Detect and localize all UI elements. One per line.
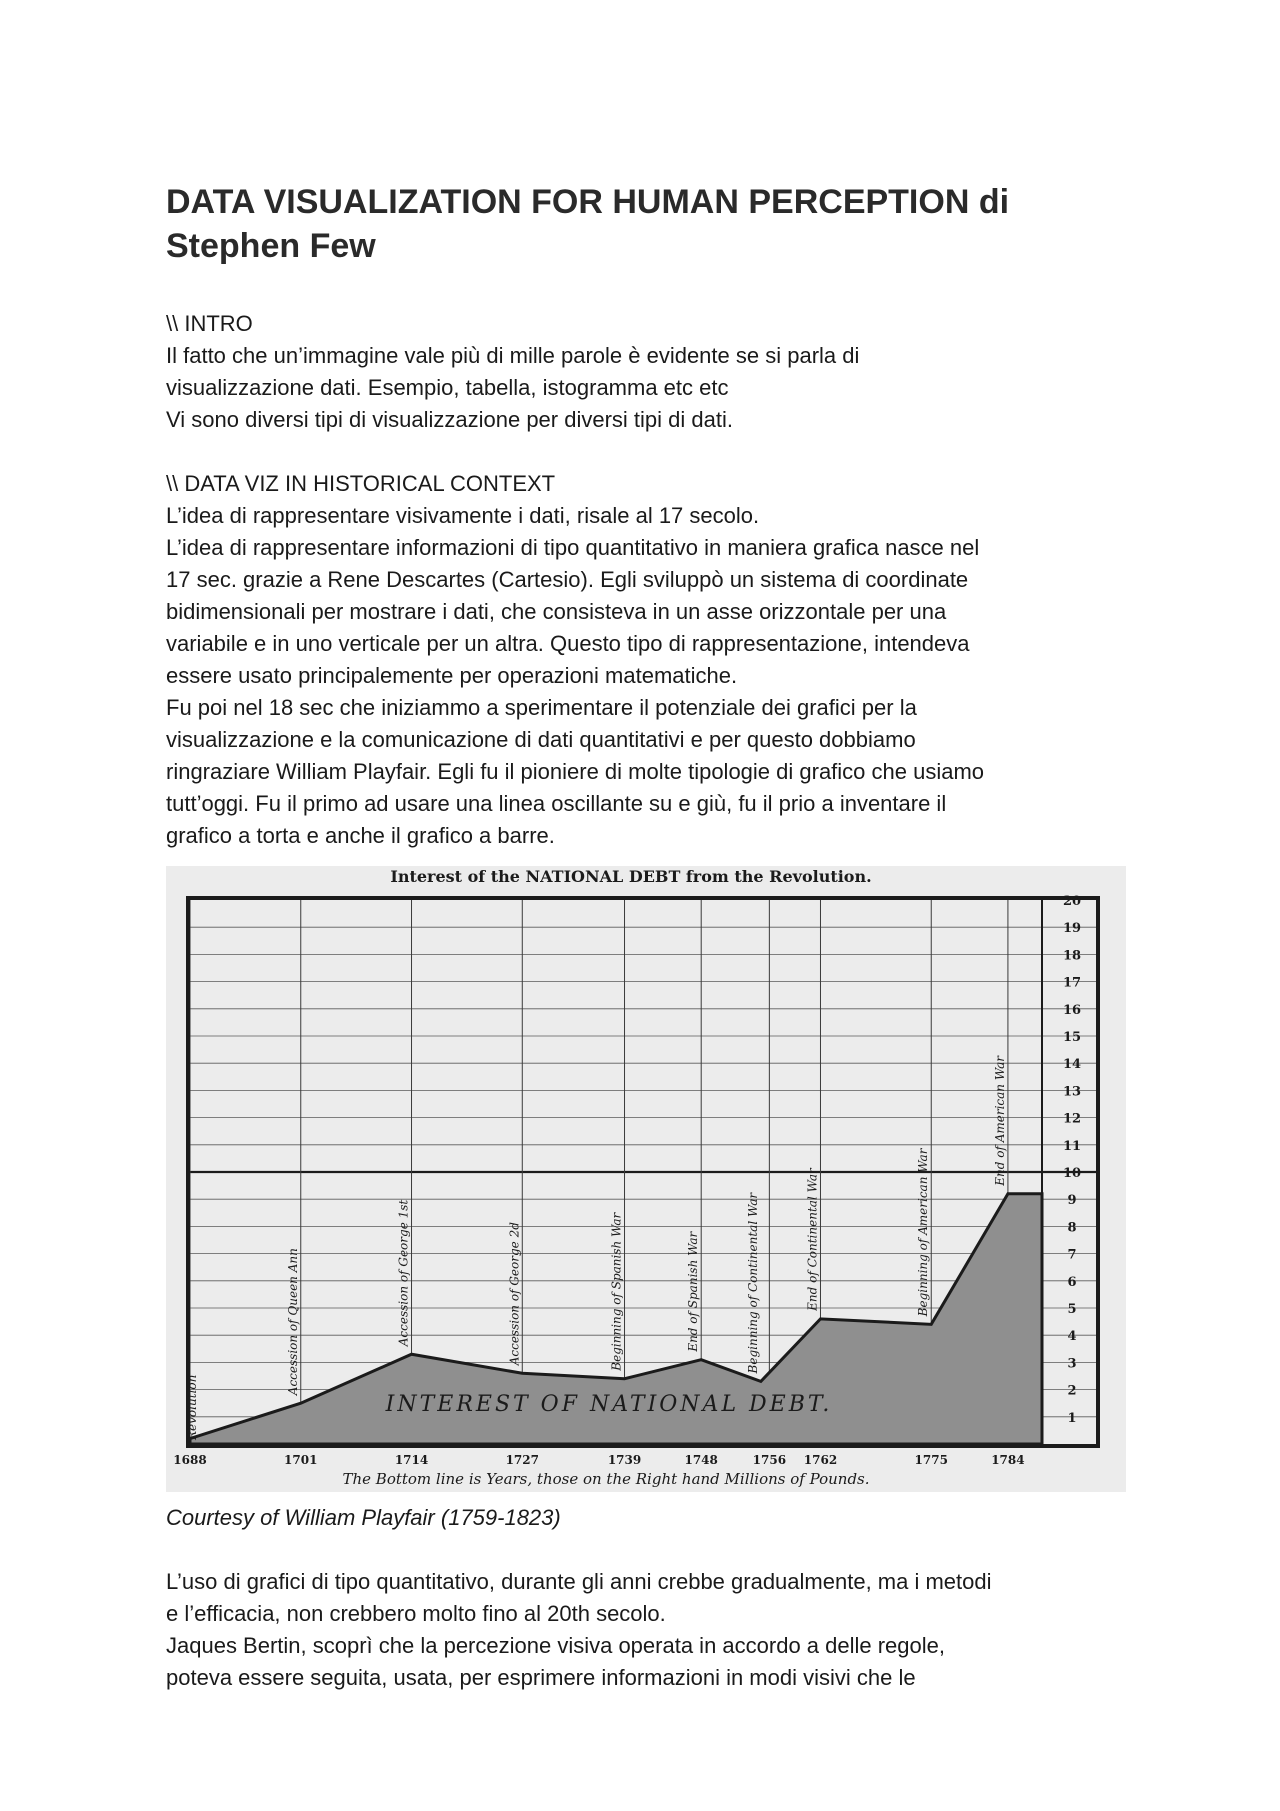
after-line: L’uso di grafici di tipo quantitativo, durante gli anni crebbe gradualmente, ma i metodi xyxy=(166,1569,992,1594)
y-tick-label: 20 xyxy=(1062,894,1082,909)
event-annotation: Beginning of Continental War xyxy=(745,1192,760,1374)
history-line: bidimensionali per mostrare i dati, che consisteva in un asse orizzontale per una xyxy=(166,599,947,624)
x-tick-label: 1714 xyxy=(394,1453,429,1467)
x-tick-label: 1748 xyxy=(684,1453,718,1467)
y-tick-label: 18 xyxy=(1062,948,1082,964)
history-line: grafico a torta e anche il grafico a barre. xyxy=(166,823,555,848)
intro-heading: \\ INTRO xyxy=(166,311,253,336)
y-tick-label: 11 xyxy=(1062,1138,1082,1154)
x-tick-label: 1701 xyxy=(284,1453,318,1467)
after-paragraph xyxy=(166,1566,1126,1694)
x-tick-label: 1756 xyxy=(752,1453,787,1467)
y-tick-label: 4 xyxy=(1067,1329,1077,1345)
document-content xyxy=(166,180,1126,1694)
y-tick-label: 7 xyxy=(1067,1247,1077,1263)
history-line: variabile e in uno verticale per un altra. Questo tipo di rappresentazione, intendeva xyxy=(166,631,970,656)
y-tick-label: 16 xyxy=(1062,1002,1082,1018)
y-tick-label: 19 xyxy=(1062,921,1082,937)
y-tick-label: 8 xyxy=(1067,1220,1077,1236)
x-tick-label: 1762 xyxy=(803,1453,838,1467)
document-title: DATA VISUALIZATION FOR HUMAN PERCEPTION di Stephen Few xyxy=(166,183,1010,265)
after-line: e l’efficacia, non crebbero molto fino al 20th secolo. xyxy=(166,1601,666,1626)
y-tick-label: 3 xyxy=(1067,1356,1077,1372)
event-annotation: Revolution xyxy=(185,1374,199,1440)
x-tick-label: 1784 xyxy=(991,1453,1025,1467)
history-line: Fu poi nel 18 sec che iniziammo a sperimentare il potenziale dei grafici per la xyxy=(166,695,917,720)
playfair-chart-figure xyxy=(166,866,1126,1492)
event-annotation: Accession of George 1st xyxy=(396,1199,411,1347)
playfair-debt-chart xyxy=(166,866,1126,1492)
after-line: Jaques Bertin, scoprì che la percezione visiva operata in accordo a delle regole, xyxy=(166,1633,946,1658)
history-heading: \\ DATA VIZ IN HISTORICAL CONTEXT xyxy=(166,471,556,496)
y-tick-label: 15 xyxy=(1062,1030,1082,1045)
figure-caption: Courtesy of William Playfair (1759-1823) xyxy=(166,1505,561,1530)
chart-title: Interest of the NATIONAL DEBT from the Revolution. xyxy=(390,867,872,886)
intro-line: Il fatto che un’immagine vale più di mille parole è evidente se si parla di xyxy=(166,343,860,368)
y-tick-label: 2 xyxy=(1067,1383,1077,1399)
after-line: poteva essere seguita, usata, per esprimere informazioni in modi visivi che le xyxy=(166,1665,916,1690)
chart-footer: The Bottom line is Years, those on the Right hand Millions of Pounds. xyxy=(342,1470,870,1488)
history-line: ringraziare William Playfair. Egli fu il pioniere di molte tipologie di grafico che usiamo xyxy=(166,759,985,784)
history-line: L’idea di rappresentare visivamente i dati, risale al 17 secolo. xyxy=(166,503,760,528)
y-tick-label: 10 xyxy=(1062,1166,1082,1181)
event-annotation: Accession of George 2d xyxy=(507,1222,522,1366)
history-line: L’idea di rappresentare informazioni di tipo quantitativo in maniera grafica nasce nel xyxy=(166,535,980,560)
intro-line: Vi sono diversi tipi di visualizzazione per diversi tipi di dati. xyxy=(166,407,733,432)
y-tick-label: 17 xyxy=(1062,975,1082,991)
event-annotation: End of Spanish War xyxy=(686,1231,701,1352)
history-line: 17 sec. grazie a Rene Descartes (Cartesio). Egli sviluppò un sistema di coordinate xyxy=(166,567,969,592)
x-tick-label: 1739 xyxy=(607,1453,642,1467)
y-tick-label: 13 xyxy=(1062,1084,1082,1100)
history-line: visualizzazione e la comunicazione di dati quantitativi e per questo dobbiamo xyxy=(166,727,916,752)
series-label: INTEREST OF NATIONAL DEBT. xyxy=(385,1392,833,1417)
y-tick-label: 1 xyxy=(1067,1410,1077,1426)
event-annotation: Beginning of Spanish War xyxy=(609,1212,624,1371)
x-tick-label: 1688 xyxy=(173,1453,207,1467)
x-tick-label: 1727 xyxy=(505,1453,539,1467)
history-line: tutt’oggi. Fu il primo ad usare una linea oscillante su e giù, fu il prio a inventare il xyxy=(166,791,947,816)
event-annotation: Beginning of American War xyxy=(916,1148,931,1317)
event-annotation: End of Continental War xyxy=(805,1168,820,1311)
y-tick-label: 9 xyxy=(1067,1193,1077,1209)
event-annotation: End of American War xyxy=(992,1055,1007,1186)
intro-line: visualizzazione dati. Esempio, tabella, istogramma etc etc xyxy=(166,375,729,400)
y-tick-label: 14 xyxy=(1062,1057,1082,1073)
history-line: essere usato principalemente per operazioni matematiche. xyxy=(166,663,738,688)
event-annotation: Accession of Queen Ann xyxy=(285,1248,300,1396)
y-tick-label: 5 xyxy=(1067,1302,1077,1317)
y-tick-label: 6 xyxy=(1067,1274,1077,1290)
y-tick-label: 12 xyxy=(1062,1111,1082,1127)
x-tick-label: 1775 xyxy=(914,1453,948,1467)
